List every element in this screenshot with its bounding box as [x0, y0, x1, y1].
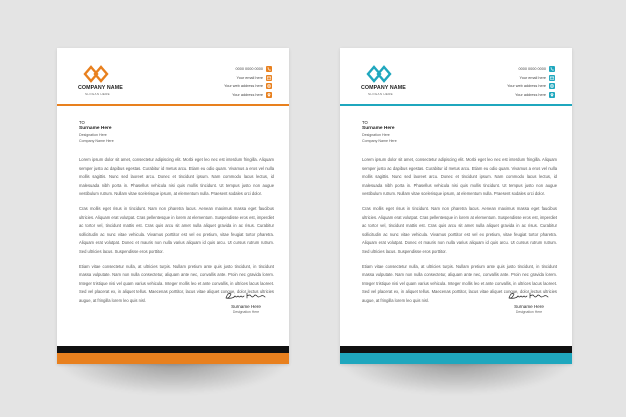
contact-web-text: Your web address here [507, 84, 546, 89]
recipient-block [362, 120, 397, 144]
body-paragraph: Cras mollis eget risus in tincidunt. Nam non pharetra lacus. Aenean maximus massa eget faucibus ultricies. Aliquam erat volutpat. Cras pellentesque in lorem at elementum. Suspendisse eros est, imperdiet ac tortor vel, tincidunt mattis est. Cras quis arcu sit amet nulla aliquet gravida in ac risus. Curabitur sollicitudin ac nunc vitae vehicula. Vivamus porttitor est vel ex pretium, vitae feugiat tortor pharetra. Aliquam erat volutpat. Donec et mauris non nulla varius aliquam id quis arcu. Ut cursus rutrum rutrum. Sed ultricies lacus. Suspendisse eros porttitor. [362, 205, 557, 254]
body-paragraph: Lorem ipsum dolor sit amet, consectetur adipiscing elit. Morbi eget leo nec est interdum fringilla. Aliquam semper justo ac dapibus egestas. Curabitur id metus arcu. Etiam eu odio quam. Vivamus a eros vel nulla mollis sagittis. Nunc sed laoreet arcu. Donec et tincidunt ipsum. Nam commodo lacus lectus, id malesuada nibh porta in. Phasellus vehicula nisi quis mollis tincidunt. Ut tempus justo non augue vestibulum rutrum. Nullam vitae scelerisque ipsum, at elementum nulla. Praesent sodales orci dolor. [79, 157, 274, 197]
company-slogan: SLOGAN HERE [368, 92, 393, 96]
signature-name: Surname Here [514, 304, 544, 309]
contact-phone-text: 0000 0000 0000 [235, 67, 263, 71]
contact-block [507, 66, 555, 100]
contact-phone [224, 66, 272, 72]
footer-black-band [340, 346, 572, 353]
phone-icon [266, 66, 272, 72]
contact-email [507, 75, 555, 81]
location-pin-icon [266, 92, 272, 98]
logo-mark-icon [366, 65, 392, 83]
body-paragraph: Etiam vitae consectetur nulla, at ultricies turpis. Nullam pretium ante quis justo tincidunt, in tincidunt massa vulputate. Nam non nulla consectetur, aliquam ante nec, convallis ante. Proin nec gravida lorem. Integer tristique nisi vel quam varius vehicula. Integer mollis leo et ante convallis, in ultrices lacus laoreet. Sed vel placerat ex, in aliquet tellus. Maecenas porttitor, lacus vitae aliquet congue, dolor lectus ultricies augue, at fringilla lorem leo quis nisl. [362, 263, 557, 303]
recipient-designation: Designation Here [79, 133, 107, 137]
letter-body [79, 156, 274, 312]
recipient-block [79, 120, 114, 144]
recipient-company: Company Name Here [79, 139, 114, 143]
company-name: COMPANY NAME [361, 85, 406, 91]
logo-mark-icon [83, 65, 109, 83]
globe-icon [549, 83, 555, 89]
footer-accent-band [340, 353, 572, 364]
header-accent-rule [57, 104, 289, 106]
contact-address [224, 92, 272, 98]
signature-block [223, 290, 269, 314]
recipient-designation: Designation Here [362, 133, 390, 137]
body-paragraph: Lorem ipsum dolor sit amet, consectetur adipiscing elit. Morbi eget leo nec est interdum fringilla. Aliquam semper justo ac dapibus egestas. Curabitur id metus arcu. Etiam eu odio quam. Vivamus a eros vel nulla mollis sagittis. Nunc sed laoreet arcu. Donec et tincidunt ipsum. Nam commodo lacus lectus, id malesuada nibh porta in. Phasellus vehicula nisi quis mollis tincidunt. Ut tempus justo non augue vestibulum rutrum. Nullam vitae scelerisque ipsum, at elementum nulla. Praesent sodales orci dolor. [362, 157, 557, 197]
contact-address-text: Your address here [515, 92, 546, 97]
header-accent-rule [340, 104, 572, 106]
company-name: COMPANY NAME [78, 85, 123, 91]
signature-designation: Designation Here [515, 310, 543, 314]
signature-designation: Designation Here [232, 310, 260, 314]
body-paragraph: Cras mollis eget risus in tincidunt. Nam non pharetra lacus. Aenean maximus massa eget faucibus ultricies. Aliquam erat volutpat. Cras pellentesque in lorem at elementum. Suspendisse eros est, imperdiet ac tortor vel, tincidunt mattis est. Cras quis arcu sit amet nulla aliquet gravida in ac risus. Curabitur sollicitudin ac nunc vitae vehicula. Vivamus porttitor est vel ex pretium, vitae feugiat tortor pharetra. Aliquam erat volutpat. Donec et mauris non nulla varius aliquam id quis arcu. Ut cursus rutrum rutrum. Sed ultricies lacus. Suspendisse eros porttitor. [79, 205, 274, 254]
contact-block [224, 66, 272, 100]
globe-icon [266, 83, 272, 89]
recipient-to-label: TO [79, 120, 85, 125]
handwritten-signature [506, 290, 552, 302]
company-slogan: SLOGAN HERE [85, 92, 110, 96]
footer-accent-band [57, 353, 289, 364]
recipient-to-label: TO [362, 120, 368, 125]
recipient-name: Surname Here [79, 126, 112, 131]
recipient-company: Company Name Here [362, 139, 397, 143]
contact-web-text: Your web address here [224, 84, 263, 89]
phone-icon [549, 66, 555, 72]
contact-address [507, 92, 555, 98]
company-logo [361, 65, 406, 96]
footer-black-band [57, 346, 289, 353]
contact-email-text: Your email here [236, 75, 263, 80]
contact-email-text: Your email here [519, 75, 546, 80]
handwritten-signature [223, 290, 269, 302]
company-logo [78, 65, 123, 96]
signature-name: Surname Here [231, 304, 261, 309]
contact-phone-text: 0000 0000 0000 [518, 67, 546, 71]
contact-address-text: Your address here [232, 92, 263, 97]
letter-body [362, 156, 557, 312]
location-pin-icon [549, 92, 555, 98]
letterhead-teal [340, 48, 572, 364]
signature-block [506, 290, 552, 314]
envelope-icon [549, 75, 555, 81]
envelope-icon [266, 75, 272, 81]
body-paragraph: Etiam vitae consectetur nulla, at ultricies turpis. Nullam pretium ante quis justo tincidunt, in tincidunt massa vulputate. Nam non nulla consectetur, aliquam ante nec, convallis ante. Proin nec gravida lorem. Integer tristique nisi vel quam varius vehicula. Integer mollis leo et ante convallis, in ultrices lacus laoreet. Sed vel placerat ex, in aliquet tellus. Maecenas porttitor, lacus vitae aliquet congue, dolor lectus ultricies augue, at fringilla lorem leo quis nisl. [79, 263, 274, 303]
letterhead-orange [57, 48, 289, 364]
contact-email [224, 75, 272, 81]
contact-web [224, 83, 272, 89]
recipient-name: Surname Here [362, 126, 395, 131]
contact-web [507, 83, 555, 89]
contact-phone [507, 66, 555, 72]
